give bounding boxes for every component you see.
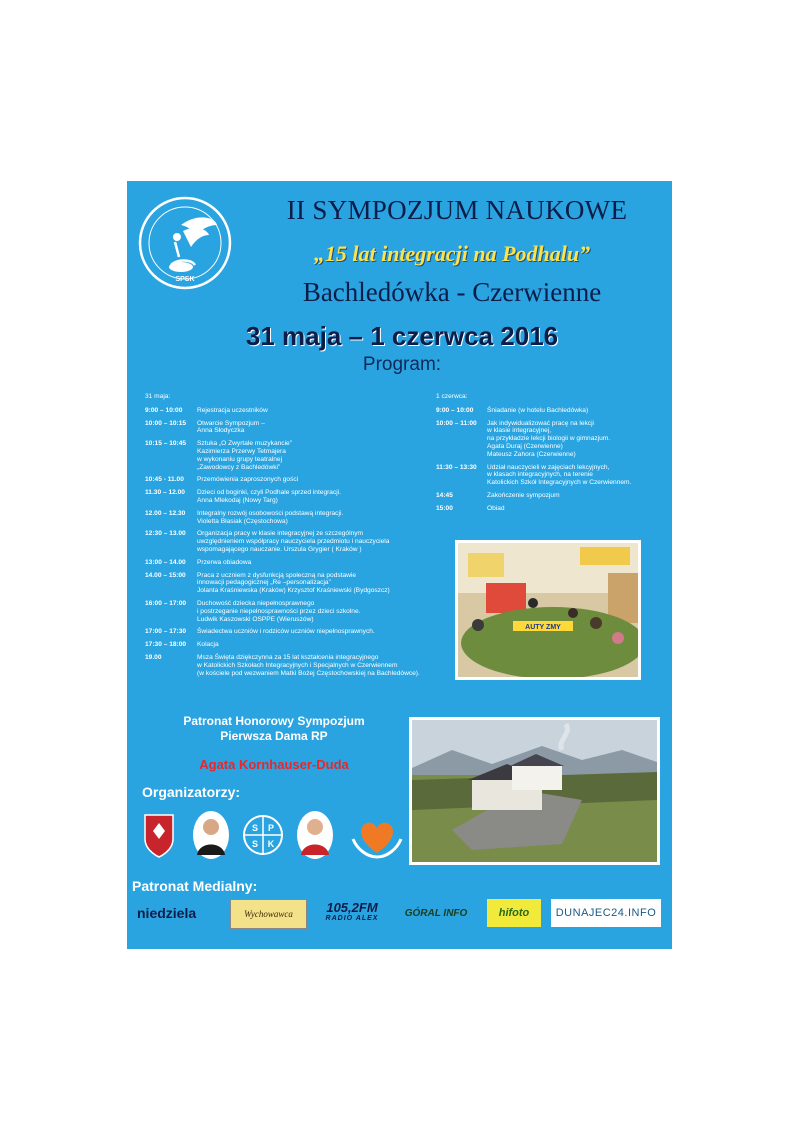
radio-frequency: 105,2FM: [326, 900, 378, 915]
schedule-day1: [145, 393, 465, 682]
schedule-time: 13:00 – 14.00: [145, 558, 186, 566]
schedule-desc: Dzieci od boginki, czyli Podhale sprzed integracji. Anna Mlekodaj (Nowy Targ): [197, 489, 342, 504]
schedule-row: [145, 440, 465, 471]
schedule-desc: Organizacja pracy w klasie integracyjnej ze szczególnym uwzględnieniem współpracy nauczyciela przedmiotu i nauczyciela wspomagającego nauczanie. Urszula Grygier ( Kraków ): [197, 530, 390, 553]
dunajec24-logo: DUNAJEC24.INFO: [551, 899, 661, 927]
schedule-row: [436, 407, 668, 415]
schedule-desc: Udział nauczycieli w zajęciach lekcyjnych, w klasach integracyjnych, na terenie Katolickich Szkół Integracyjnych w Czerwiennem.: [487, 463, 632, 487]
goral-info-logo: GÓRAL INFO: [404, 907, 468, 919]
radio-name: RADIO ALEX: [325, 915, 379, 922]
schedule-row: [436, 420, 668, 459]
schedule-desc: Kolacja: [197, 641, 219, 649]
schedule-time: 9:00 – 10:00: [436, 406, 474, 414]
pope-portrait-icon: [293, 809, 337, 861]
schedule-time: 10:45 - 11.00: [145, 476, 184, 484]
svg-text:SPSK: SPSK: [175, 276, 195, 283]
schedule-row: [145, 654, 465, 677]
schedule-row: [436, 464, 668, 487]
svg-text:K: K: [267, 839, 275, 849]
day1-label: 31 maja:: [145, 393, 171, 400]
organizers-label: Organizatorzy:: [142, 784, 241, 800]
schedule-row: [145, 530, 465, 553]
schedule-row: [145, 510, 465, 526]
schedule-desc: Świadectwa uczniów i rodziców uczniów niepełnosprawnych.: [197, 628, 375, 636]
schedule-row: [145, 476, 465, 484]
poster-place: Bachledówka - Czerwienne: [302, 277, 602, 307]
schedule-row: [436, 505, 668, 513]
organizers-logos: [137, 809, 417, 869]
schedule-time: 10:00 – 11:00: [436, 419, 477, 427]
schedule-row: [145, 489, 465, 505]
poster-subtitle: „15 lat integracji na Podhalu”: [313, 241, 591, 266]
classroom-photo: [455, 540, 641, 680]
schedule-row: [145, 420, 465, 436]
schedule-row: [145, 600, 465, 623]
schedule-time: 10:15 – 10:45: [145, 440, 187, 448]
schedule-time: 11.30 – 12.00: [145, 489, 185, 497]
schedule-time: 9:00 – 10:00: [145, 406, 183, 414]
schedule-desc: Integralny rozwój osobowości podstawą integracji. Violetta Błasiak (Częstochowa): [197, 509, 344, 525]
schedule-time: 11:30 – 13:30: [436, 463, 477, 471]
hifoto-logo: hifoto: [487, 899, 541, 927]
schedule-desc: Śniadanie (w hotelu Bachledówka): [487, 406, 589, 414]
schedule-time: 17:00 – 17:30: [145, 628, 187, 636]
schedule-row: [145, 641, 465, 649]
wychowawca-logo: Wychowawca: [230, 899, 307, 929]
schedule-row: [145, 628, 465, 636]
poster: [127, 181, 672, 949]
coat-of-arms-icon: [137, 809, 181, 861]
niedziela-logo: niedziela: [137, 905, 197, 921]
schedule-time: 14.00 – 15:00: [145, 571, 186, 579]
schedule-time: 15:00: [436, 504, 453, 512]
schedule-time: 17:30 – 18:00: [145, 641, 187, 649]
schedule-desc: Przemówienia zaproszonych gości: [197, 476, 299, 484]
schedule-time: 10:00 – 10:15: [145, 419, 187, 427]
patron-name: Agata Kornhauser-Duda: [199, 757, 349, 772]
schedule-time: 19.00: [145, 653, 162, 661]
schedule-desc: Zakończenie sympozjum: [487, 491, 560, 499]
schedule-desc: Rejestracja uczestników: [197, 406, 268, 414]
radio-alex-logo: [312, 899, 392, 927]
schedule-time: 12:30 – 13.00: [145, 530, 186, 538]
spsk-logo: [137, 195, 233, 291]
svg-text:S: S: [251, 823, 259, 833]
patron-line1: Patronat Honorowy Sympozjum: [183, 714, 365, 728]
schedule-desc: Jak indywidualizować pracę na lekcji w klasie integracyjnej, na przykładzie lekcji biologii w gimnazjum. Agata Duraj (Czerwienne) Mateusz Zahora (Czerwienne): [487, 419, 611, 458]
bishop-portrait-icon: [189, 809, 233, 861]
schedule-row: [436, 492, 668, 500]
spsk-circle-logo-icon: [241, 809, 285, 861]
heart-hands-logo-icon: [349, 809, 393, 861]
schedule-desc: Obiad: [487, 504, 505, 512]
schedule-desc: Praca z uczniem z dysfunkcją społeczną na podstawie innowacji pedagogicznej „Re –personalizacja” Jolanta Kraśniewska (Kraków) Krzysztof Kraśniewski (Bydgoszcz): [197, 571, 390, 595]
schedule-time: 14:45: [436, 491, 453, 499]
mat-text: AUTY ZMY: [525, 624, 561, 631]
schedule-desc: Przerwa obiadowa: [197, 558, 252, 566]
svg-text:S: S: [251, 839, 259, 849]
schedule-desc: Otwarcie Sympozjum – Anna Słodyczka: [197, 419, 265, 435]
schedule-desc: Sztuka „O Zwyrtale muzykancie” Kazimierza Przerwy Tetmajera w wykonaniu grupy teatralnej „Zawodowcy z Bachledówki”: [197, 440, 292, 471]
day2-label: 1 czerwca:: [436, 393, 468, 400]
svg-text:P: P: [267, 823, 275, 833]
schedule-day2: [436, 393, 668, 518]
poster-title: II SYMPOZJUM NAUKOWE: [286, 195, 628, 225]
schedule-desc: Duchowość dziecka niepełnosprawnego i postrzeganie niepełnosprawności przez dzieci szkolne. Ludwik Kaszowski OSPPE (Wieruszów): [197, 599, 361, 623]
schedule-row: [145, 572, 465, 595]
poster-dates: 31 maja – 1 czerwca 2016: [245, 321, 559, 351]
landscape-photo: [409, 717, 660, 865]
patron-line2: Pierwsza Dama RP: [220, 729, 328, 743]
schedule-time: 12.00 – 12.30: [145, 509, 186, 517]
schedule-time: 16:00 – 17:00: [145, 599, 187, 607]
schedule-row: [145, 559, 465, 567]
program-label: Program:: [362, 354, 442, 375]
schedule-desc: Msza Święta dziękczynna za 15 lat kształcenia integracyjnego w Katolickich Szkołach Integracyjnych i Specjalnych w Czerwiennem (w kościele pod wezwaniem Matki Bożej Częstochowskiej na Bachledówce).: [197, 653, 420, 677]
patron-title: [149, 714, 399, 744]
schedule-row: [145, 407, 465, 415]
media-label: Patronat Medialny:: [132, 878, 258, 894]
